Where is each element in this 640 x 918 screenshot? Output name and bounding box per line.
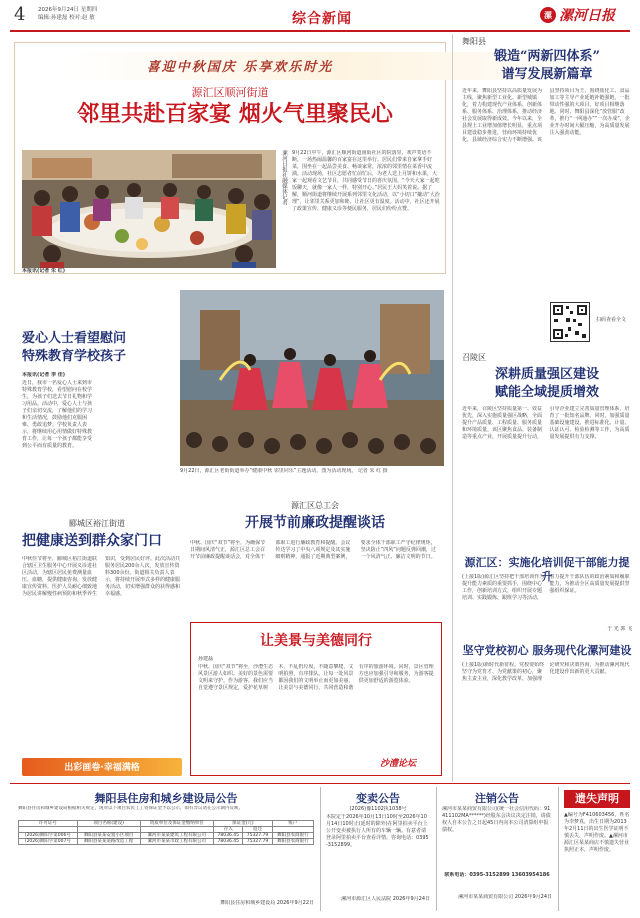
yancheng-title: 把健康送到群众家门口 (22, 533, 162, 549)
page-number: 4 (14, 4, 26, 25)
zhaoling-title-1: 深耕质量强区建设 (494, 367, 599, 382)
column-divider (452, 34, 453, 782)
lost-title: 遗失声明 (564, 790, 630, 808)
love-title-2: 特殊教育学校孩子 (22, 349, 127, 364)
table-cell: 漯河市某某建筑工程有限公司 (140, 833, 214, 839)
table-header: 保证金(元) (214, 821, 273, 827)
housing-footer: 舞阳县住房和城乡建设局 2026年9月22日 (220, 900, 314, 906)
table-header: 项目名称(建设) (77, 821, 140, 827)
yancheng-kicker: 郾城区裕江街道 (69, 519, 125, 528)
feature-title: 邻里共赴百家宴 烟火气里聚民心 (77, 101, 393, 127)
table-header: 资质单位及保证金缴纳单位 (140, 821, 214, 827)
school-body: (上接1版)新时代新征程，党校要始终坚守为党育才、为党献策的初心，聚焦主责主业，深化教学改革，加强理论研究和决策咨询，为推动漯河现代化建设作出新的更大贡献。 (462, 662, 630, 682)
lecture-body: 中秋、国庆“双节”将至，为确保节日期间风清气正，源汇区总工会召开节前廉政提醒谈话会，对全体干部职工进行廉政教育和提醒。会议传达学习了中央八项规定及其实施细则精神，通报了近期典型案例，要求全体干部职工严守纪律规矩，坚决防止“四风”问题反弹回潮，过一个风清气正、廉洁文明的节日。 (190, 540, 436, 560)
lecture-title: 开展节前廉政提醒谈话 (245, 515, 385, 531)
qr-caption: 扫码查看全文 (596, 317, 627, 323)
zhaoling-region: 召陵区 (462, 353, 486, 362)
qr-code (550, 302, 590, 342)
table-cell: 舞阳县农商银行 (272, 839, 313, 845)
date-line: 2026年9月24日 星期四 (38, 7, 98, 13)
beauty-title: 让美景与美德同行 (260, 633, 372, 649)
love-photo (180, 290, 444, 466)
notice-divider-2 (436, 787, 437, 911)
table-cell: 75327.79 (243, 833, 272, 839)
beauty-body: 中秋、国庆“双节”将至，沙澧生态风景区游人如织。美好的景色需要文明来守护。作为游客，我们应当自觉遵守景区规定，爱护花草树木，不乱扔垃圾，不随意攀爬，文明拍照，有序排队。让每一处风景都因我们的文明举止而更加美丽，让美景与美德同行，共同营造和谐有序的旅游环境。同时，景区管理方也应加强引导和服务，为游客提供更加舒适的游览体验。 (198, 664, 434, 691)
wuyang-region: 舞阳县 (462, 37, 486, 46)
cancel-contact: 联系电话：0395-3152899 13603954186 (444, 872, 550, 878)
sale-subtitle: (2026)豫1102执1038号 (349, 806, 407, 812)
table-cell: (2026)舞阳字第006号 (19, 833, 78, 839)
love-photo-caption: 9月22日，源汇区老街街道举办“健康中秋 邻里同乐”主题活动。图为活动现场。 记者 朱 红 摄 (180, 468, 388, 474)
training-byline: 于 光 郭 飞 (607, 626, 632, 632)
table-cell: 78036.45 (214, 833, 243, 839)
editor-line: 编辑:孙建磊 校对:赵 敏 (38, 15, 95, 21)
logo-text: 漯河日报 (559, 8, 615, 24)
love-title-1: 爱心人士看望慰问 (22, 331, 127, 346)
beauty-logo: 沙澧论坛 (380, 759, 417, 769)
table-cell: 舞阳县某某安置小区项目 (77, 833, 140, 839)
table-subheader: 存入 (214, 827, 243, 833)
feature-kicker: 源汇区顺河街道 (191, 86, 269, 99)
housing-title: 舞阳县住房和城乡建设局公告 (94, 792, 238, 805)
header-rule (10, 30, 630, 32)
notice-rule (10, 783, 630, 784)
table-cell: 舞阳县某某道路改造工程 (77, 839, 140, 845)
table-cell: 75327.79 (243, 839, 272, 845)
table-cell: 漯河市某某市政工程有限公司 (140, 839, 214, 845)
logo-icon: 漯 (540, 7, 556, 23)
school-title: 坚守党校初心 服务现代化漯河建设 (462, 644, 632, 657)
table-cell: 78036.45 (214, 839, 243, 845)
training-body: (上接1版)源汇区坚持把干部培训作为提升能力素质的重要抓手，围绕中心工作，创新培训方式，组织开展专题培训、实践锻炼、跟班学习等活动，着力提升干部队伍的政治素质和履职能力，为推动全区高质量发展提供坚强组织保证。 (462, 574, 630, 601)
feature-photo (22, 150, 276, 268)
lecture-kicker: 源汇区总工会 (291, 501, 339, 510)
table-row (19, 839, 314, 845)
feature-banner: 喜迎中秋国庆 乐享欢乐时光 (146, 60, 334, 75)
zhaoling-title-2: 赋能全域提质增效 (494, 385, 599, 400)
qr-icon (551, 303, 589, 341)
wuyang-body: 近年来，舞阳县坚持以高质量发展为主线，聚焦新型工业化、新型城镇化，着力构建现代产业体系、创新体系、服务体系、治理体系，推动经济社会发展取得新成效。今年以来，全县规上工业增加值增长明显，重点项目建设稳步推进，营商环境持续优化，县域经济综合实力不断增强。该县坚持项目为王，围绕盐化工、食品加工等主导产业延链补链强链，一批带动性强的大项目、好项目相继落地。同时，舞阳县深化“放管服”改革，推行“一网通办”“一次办成”，企业开办时间大幅压缩，为高质量发展注入强劲动能。 (462, 88, 630, 143)
notice-divider-1 (320, 787, 321, 911)
feature-body: 9月22日中午，源汇区顺河街道南街社区的院落里，欢声笑语不断，一场热闹温馨的百家宴在这里举行。居民们带来自家拿手好菜，围坐在一起品尝美食、畅谈家常，浓浓的邻里情在菜香中流淌。活动现场，社区志愿者忙前忙后，为老人送上月饼和水果，大家一起观看文艺节目，共同感受节日的喜庆氛围。“今天大家一起吃饭聊天，就像一家人一样，特别开心。”居民王大妈笑着说。据了解，顺河街道将继续开展系列邻里文化活动，以“小切口”撬动“大治理”，让邻里关系更加和睦，让社区更有温度。活动中，社区还开展了政策宣传、健康义诊等便民服务，居民们纷纷点赞。 (292, 150, 440, 212)
table-subheader: 返还 (243, 827, 272, 833)
beauty-byline: 孙建磊 (198, 656, 214, 662)
cancel-title: 注销公告 (475, 792, 519, 805)
housing-table (18, 820, 314, 845)
wuyang-title-2: 谱写发展新篇章 (501, 67, 593, 82)
love-body: 近日，我市一名爱心人士来到市特殊教育学校，看望慰问在校学生，为孩子们送去节日礼物和学习用品。活动中，爱心人士与孩子们亲切交流，了解他们的学习和生活情况，鼓励他们克服困难、勇敢追梦。学校负责人表示，将继续用心用情做好特殊教育工作，让每一个孩子都能享受到公平而有质量的教育。 (22, 380, 92, 449)
feature-byline: 本报讯(记者 朱 红) (22, 268, 66, 274)
ad-strip-text: 出彩画卷·幸福满格 (64, 763, 140, 773)
lost-body: ▲编号为F410603456，姓名为李梦真，出生日期为2013年2月11日的出生医学证明不慎丢失，声明作废。▲漯河市源汇区某某商店不慎遗失营业执照正本，声明作废。 (564, 812, 630, 853)
newspaper-logo (540, 4, 626, 26)
table-header: 账户 (272, 821, 313, 827)
sale-title: 变卖公告 (356, 792, 400, 805)
table-header: 许可证号 (19, 821, 78, 827)
cancel-body: 漯河市某某商贸有限公司(统一社会信用代码：91411102MA******)经股东会决议决定注销，请债权人自本公告之日起45日内向本公司清算组申报债权。 (442, 806, 551, 833)
housing-body: 舞阳县住房和城乡建设局根据相关规定，现对以下项目农民工工资保证金予以公示，如有异议请在公示期内反映。 (18, 806, 243, 811)
sale-body: 本院定于2026年10月13日10时至2026年10月14日10时止(延时的除外)在阿里拍卖平台上公开变卖被执行人所有的车辆一辆。有意者请登录阿里拍卖平台查看详情。咨询电话：0395-3152899。 (326, 814, 429, 848)
table-cell: (2026)舞阳字第007号 (19, 839, 78, 845)
housing-table-wrap (18, 820, 314, 900)
love-byline: 本报讯(记者 李 佳) (22, 372, 66, 378)
yancheng-body: 中秋佳节将至，郾城区裕江街道联合辖区卫生服务中心开展义诊进社区活动，为辖区居民免费测量血压、血糖，提供健康咨询，发放健康宣传资料。医护人员耐心细致地为居民讲解慢性病预防和秋季养生知识，受到居民好评。此次活动共服务居民200余人次，发放宣传资料300余份。街道相关负责人表示，将持续开展形式多样的健康服务活动，切实增强群众的获得感和幸福感。 (22, 556, 181, 597)
zhaoling-body: 近年来，召陵区坚持质量第一、效益优先，深入实施质量强区战略，全面提升产品质量、工程质量、服务质量和环境质量。该区聚焦食品、装备制造等重点产业，开展质量提升行动，引导企业建立完善质量管理体系，培育了一批知名品牌。同时，加强质量基础设施建设，推进标准化、计量、认证认可、检验检测等工作，为高质量发展提供有力支撑。 (462, 406, 630, 440)
cancel-footer: 漯河市某某商贸有限公司 2026年9月24日 (458, 894, 552, 900)
notice-divider-3 (558, 787, 559, 911)
performance-photo-illustration (180, 290, 444, 466)
banquet-photo-illustration (22, 150, 276, 268)
table-cell: 舞阳县农商银行 (272, 833, 313, 839)
wuyang-title-1: 锻造“两新四体系” (494, 49, 600, 64)
feature-photo-caption: 漯河日报社融媒体记者 (281, 150, 287, 205)
sale-footer: 漯河市源汇区人民法院 2026年9月24日 (341, 896, 430, 902)
section-title: 综合新闻 (292, 11, 352, 27)
training-title: 源汇区：实施化培训促干部能力提升 (464, 556, 630, 583)
